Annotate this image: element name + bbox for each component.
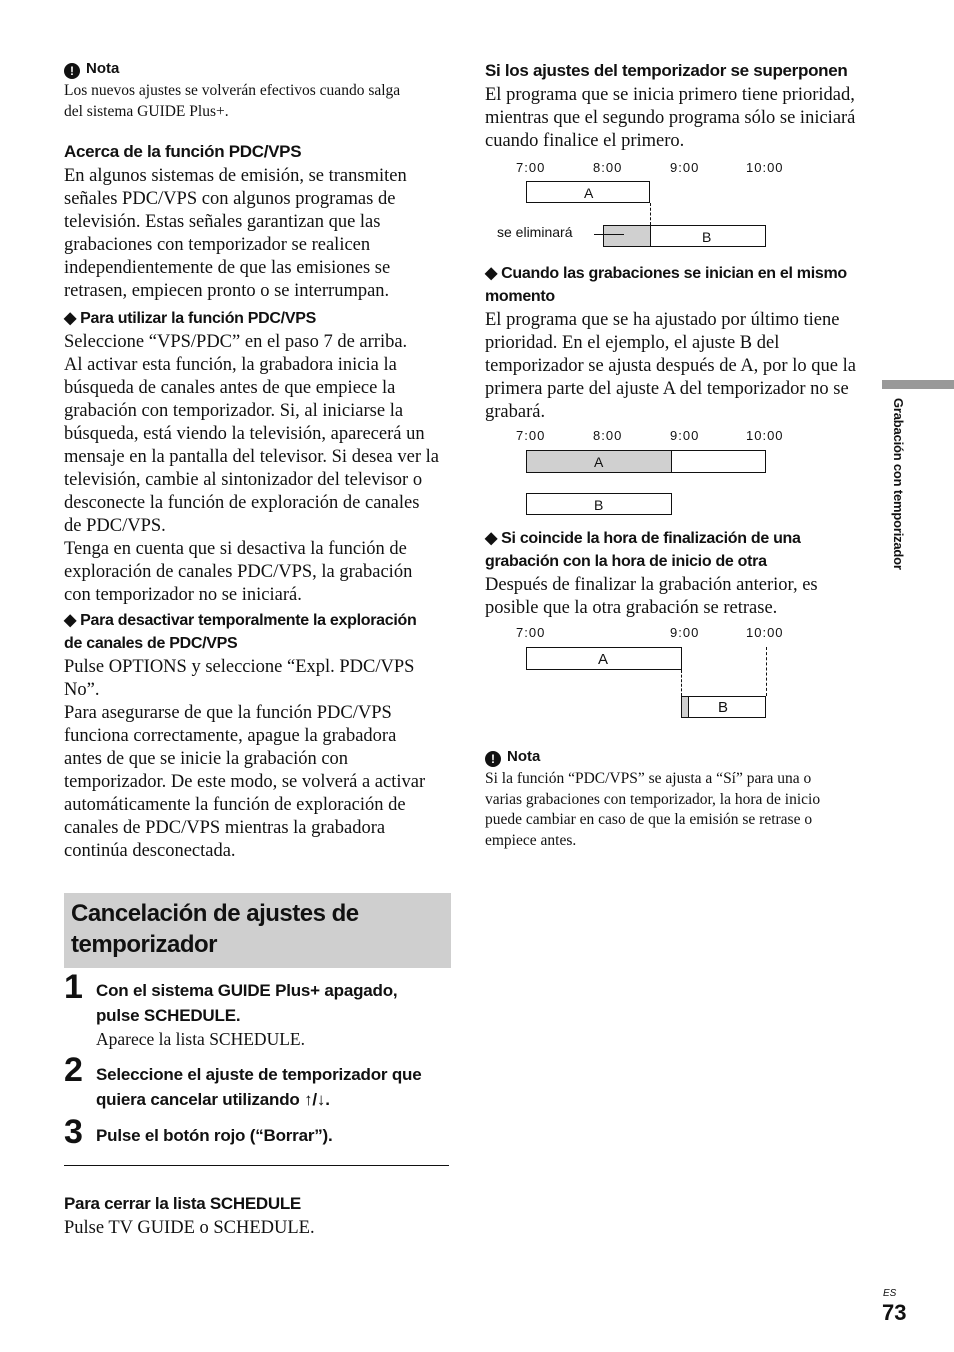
side-tab-label: Grabación con temporizador [891, 398, 906, 570]
use-pdc-body: Seleccione “VPS/PDC” en el paso 7 de arriba. Al activar esta función, la grabadora inicia la búsqueda de canales antes de que empiece la grabación con temporizador. Si, al iniciarse la búsqueda, está viendo la televisión, aparecerá un mensaje en la pantalla del televisor. Si desea ver la televisión, cambie al sintonizador del televisor o desconecte la función de exploración de canales de PDC/VPS. Tenga en cuenta que si desactiva la función de exploración de canales PDC/VPS, la grabación con temporizador no se iniciará. [64, 332, 439, 605]
step-2-text: Seleccione el ajuste de temporizador que quiera cancelar utilizando ↑/↓. [96, 1065, 422, 1109]
note-icon: ! [64, 63, 80, 79]
dashed-line [766, 647, 767, 696]
deactivate-heading: ◆ Para desactivar temporalmente la exploración de canales de PDC/VPS [64, 612, 417, 652]
pdc-body: En algunos sistemas de emisión, se transmiten señales PDC/VPS con algunos programas de televisión. Estas señales garantizan que las grabaciones con temporizador se realicen independientemente de que las emisiones se retrasen, empiecen pronto o se interrumpan. [64, 166, 407, 301]
time-label: 9:00 [670, 625, 700, 640]
time-label: 7:00 [516, 160, 546, 175]
time-label: 8:00 [593, 428, 623, 443]
time-label: 7:00 [516, 428, 546, 443]
coincide-heading: ◆ Si coincide la hora de finalización de una grabación con la hora de inicio de otra [485, 530, 801, 570]
time-label: 9:00 [670, 160, 700, 175]
time-label: 10:00 [746, 160, 784, 175]
note-text: Los nuevos ajustes se volverán efectivos cuando salga del sistema GUIDE Plus+. [64, 82, 401, 120]
program-b-label: B [594, 497, 604, 513]
divider [64, 1165, 449, 1166]
side-tab-bar [882, 380, 954, 389]
note-label: Nota [507, 748, 541, 765]
same-start-heading: ◆ Cuando las grabaciones se inician en el mismo momento [485, 265, 847, 305]
section-title: Cancelación de ajustes de temporizador [71, 900, 359, 958]
step-3-text: Pulse el botón rojo (“Borrar”). [96, 1126, 333, 1145]
time-label: 8:00 [593, 160, 623, 175]
note-block-1 [64, 60, 400, 122]
deleted-label: se eliminará [497, 224, 573, 240]
step-1-subtext: Aparece la lista SCHEDULE. [96, 1029, 305, 1049]
program-a-label: A [584, 185, 594, 201]
time-label: 7:00 [516, 625, 546, 640]
step-1-text: Con el sistema GUIDE Plus+ apagado, pulse SCHEDULE. [96, 981, 398, 1025]
use-pdc-heading: ◆ Para utilizar la función PDC/VPS [64, 310, 316, 327]
overlap-body: El programa que se inicia primero tiene prioridad, mientras que el segundo programa sólo se iniciará cuando finalice el primero. [485, 85, 856, 151]
note-icon: ! [485, 751, 501, 767]
close-schedule-heading: Para cerrar la lista SCHEDULE [64, 1194, 301, 1213]
program-b-label: B [702, 229, 712, 245]
dashed-line [650, 203, 651, 225]
step-1-number: 1 [64, 968, 83, 1006]
time-label: 10:00 [746, 625, 784, 640]
time-label: 10:00 [746, 428, 784, 443]
step-2-number: 2 [64, 1051, 83, 1089]
note-text: Si la función “PDC/VPS” se ajusta a “Sí” para una o varias grabaciones con temporizador, la hora de inicio puede cambiar en caso de que la emisión se retrase o empiece antes. [485, 770, 821, 849]
language-code: ES [883, 1288, 897, 1299]
coincide-body: Después de finalizar la grabación anterior, es posible que la otra grabación se retrase. [485, 575, 818, 618]
program-a-bar [671, 450, 766, 473]
program-a-label: A [594, 454, 604, 470]
time-label: 9:00 [670, 428, 700, 443]
program-a-label: A [598, 651, 609, 668]
pdc-heading: Acerca de la función PDC/VPS [64, 142, 302, 161]
overlap-heading: Si los ajustes del temporizador se superponen [485, 61, 848, 80]
deactivate-body: Pulse OPTIONS y seleccione “Expl. PDC/VPS No”. Para asegurarse de que la función PDC/VPS funciona correctamente, apague la grabadora antes de que se inicie la grabación con temporizador. De este modo, se volverá a activar automáticamente la función de exploración de canales de PDC/VPS mientras la grabadora continúa desconectada. [64, 657, 426, 861]
program-b-label: B [718, 699, 729, 716]
note-block-2 [485, 748, 820, 851]
deleted-pointer [594, 234, 624, 235]
page-number: 73 [882, 1300, 907, 1325]
step-3-number: 3 [64, 1113, 83, 1151]
close-schedule-body: Pulse TV GUIDE o SCHEDULE. [64, 1218, 315, 1238]
note-label: Nota [86, 60, 120, 77]
dashed-line [681, 670, 682, 696]
same-start-body: El programa que se ha ajustado por último tiene prioridad. En el ejemplo, el ajuste B del temporizador se ajusta después de A, por lo que la primera parte del ajuste A del temporizador no se grabará. [485, 310, 856, 422]
program-b-deleted [603, 225, 651, 247]
